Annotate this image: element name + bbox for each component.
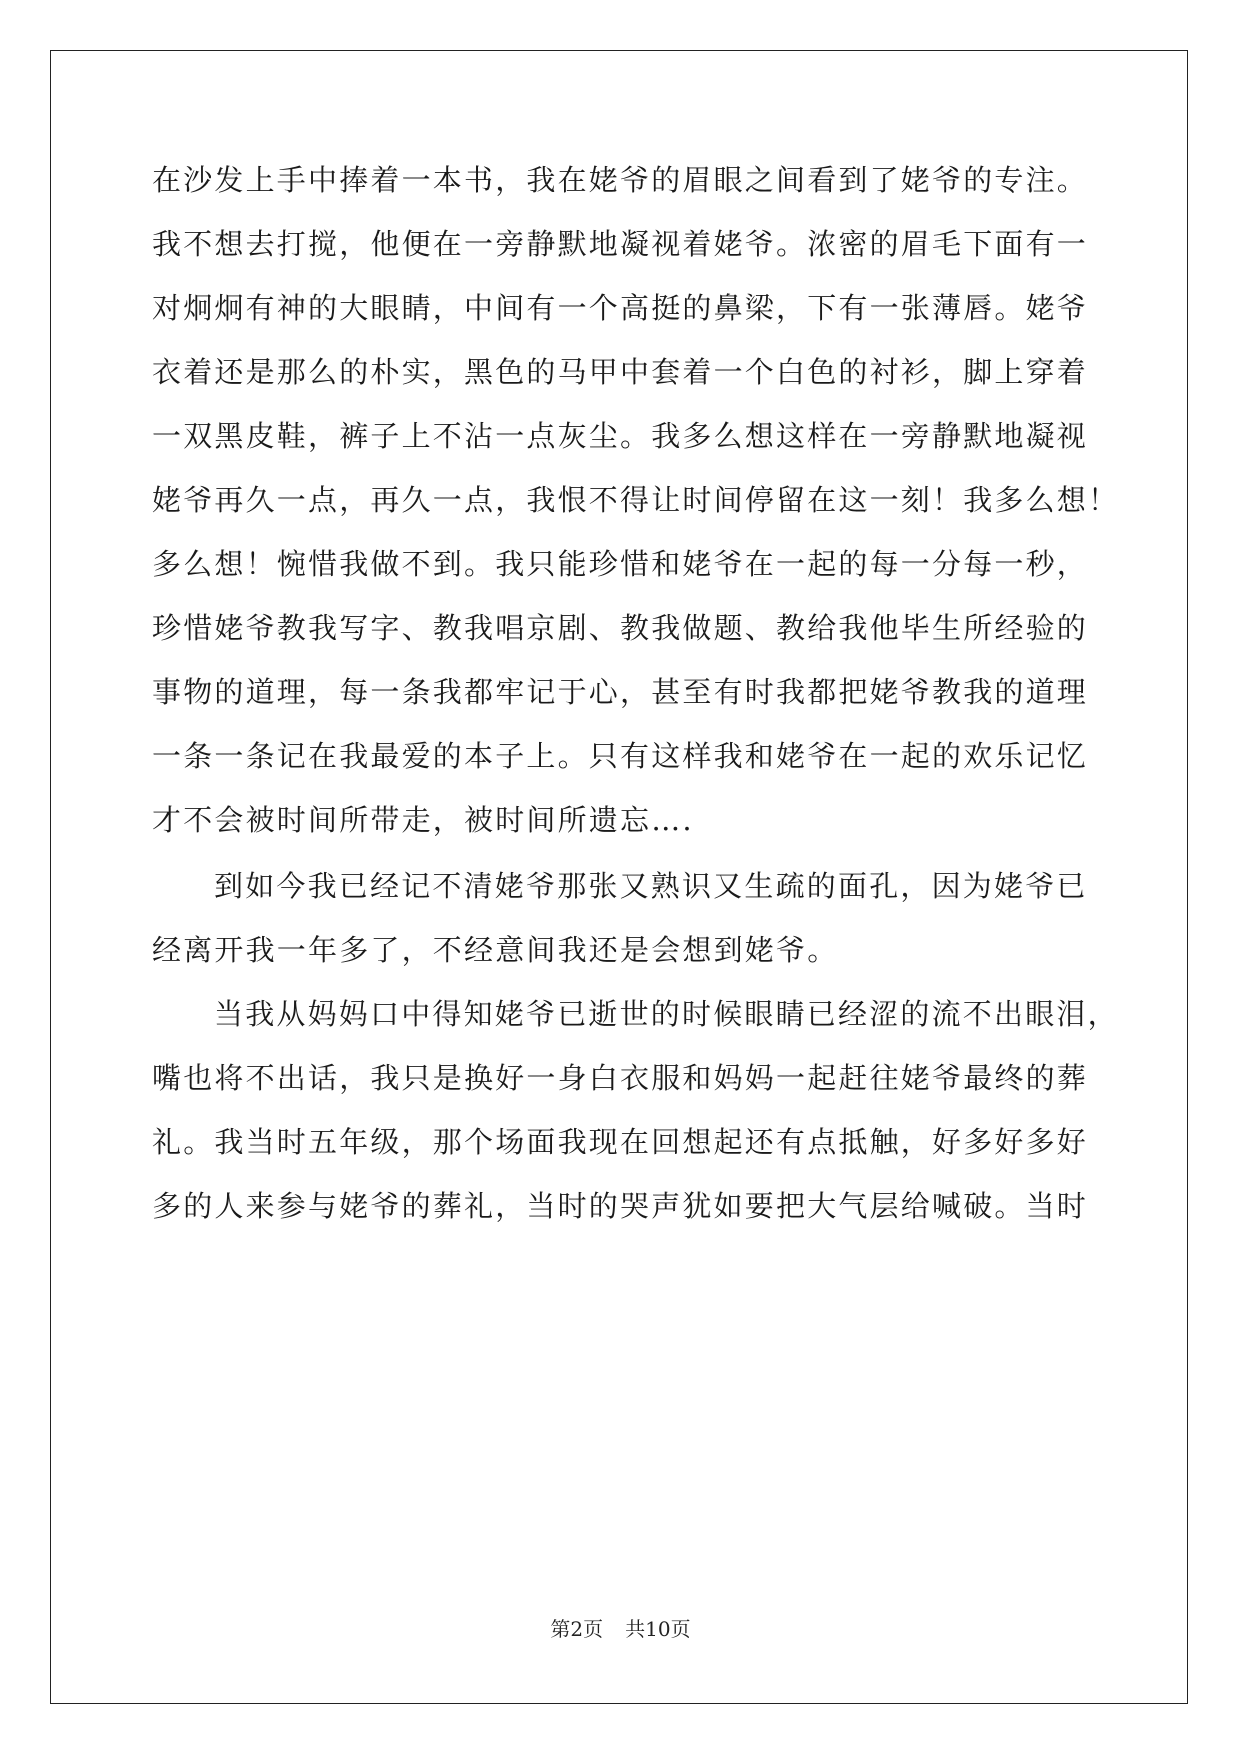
text-line: 珍惜姥爷教我写字、教我唱京剧、教我做题、教给我他毕生所经验的: [152, 611, 1089, 645]
text-line: 多的人来参与姥爷的葬礼，当时的哭声犹如要把大气层给喊破。当时: [152, 1189, 1089, 1223]
text-line: 在沙发上手中捧着一本书，我在姥爷的眉眼之间看到了姥爷的专注。: [152, 163, 1089, 197]
text-line: 一双黑皮鞋，裤子上不沾一点灰尘。我多么想这样在一旁静默地凝视: [152, 419, 1089, 453]
text-line: 事物的道理，每一条我都牢记于心，甚至有时我都把姥爷教我的道理: [152, 675, 1089, 709]
page-number: 第2页: [550, 1617, 604, 1641]
page-total: 共10页: [625, 1617, 691, 1641]
text-line: 才不会被时间所带走，被时间所遗忘….: [152, 803, 694, 837]
text-line: 一条一条记在我最爱的本子上。只有这样我和姥爷在一起的欢乐记忆: [152, 739, 1089, 773]
text-line: 经离开我一年多了，不经意间我还是会想到姥爷。: [152, 933, 839, 967]
text-line: 我不想去打搅，他便在一旁静默地凝视着姥爷。浓密的眉毛下面有一: [152, 227, 1089, 261]
paragraph-first-line: 到如今我已经记不清姥爷那张又熟识又生疏的面孔，因为姥爷已: [214, 869, 1088, 903]
page-footer: [0, 1617, 1241, 1641]
text-line: 对炯炯有神的大眼睛，中间有一个高挺的鼻梁，下有一张薄唇。姥爷: [152, 291, 1089, 325]
text-line: 多么想！惋惜我做不到。我只能珍惜和姥爷在一起的每一分每一秒，: [152, 547, 1089, 581]
paragraph-first-line: 当我从妈妈口中得知姥爷已逝世的时候眼睛已经涩的流不出眼泪，: [214, 997, 1119, 1031]
text-line: 礼。我当时五年级，那个场面我现在回想起还有点抵触，好多好多好: [152, 1125, 1089, 1159]
text-line: 衣着还是那么的朴实，黑色的马甲中套着一个白色的衬衫，脚上穿着: [152, 355, 1089, 389]
text-line: 姥爷再久一点，再久一点，我恨不得让时间停留在这一刻！我多么想！: [152, 483, 1120, 517]
text-line: 嘴也将不出话，我只是换好一身白衣服和妈妈一起赶往姥爷最终的葬: [152, 1061, 1089, 1095]
